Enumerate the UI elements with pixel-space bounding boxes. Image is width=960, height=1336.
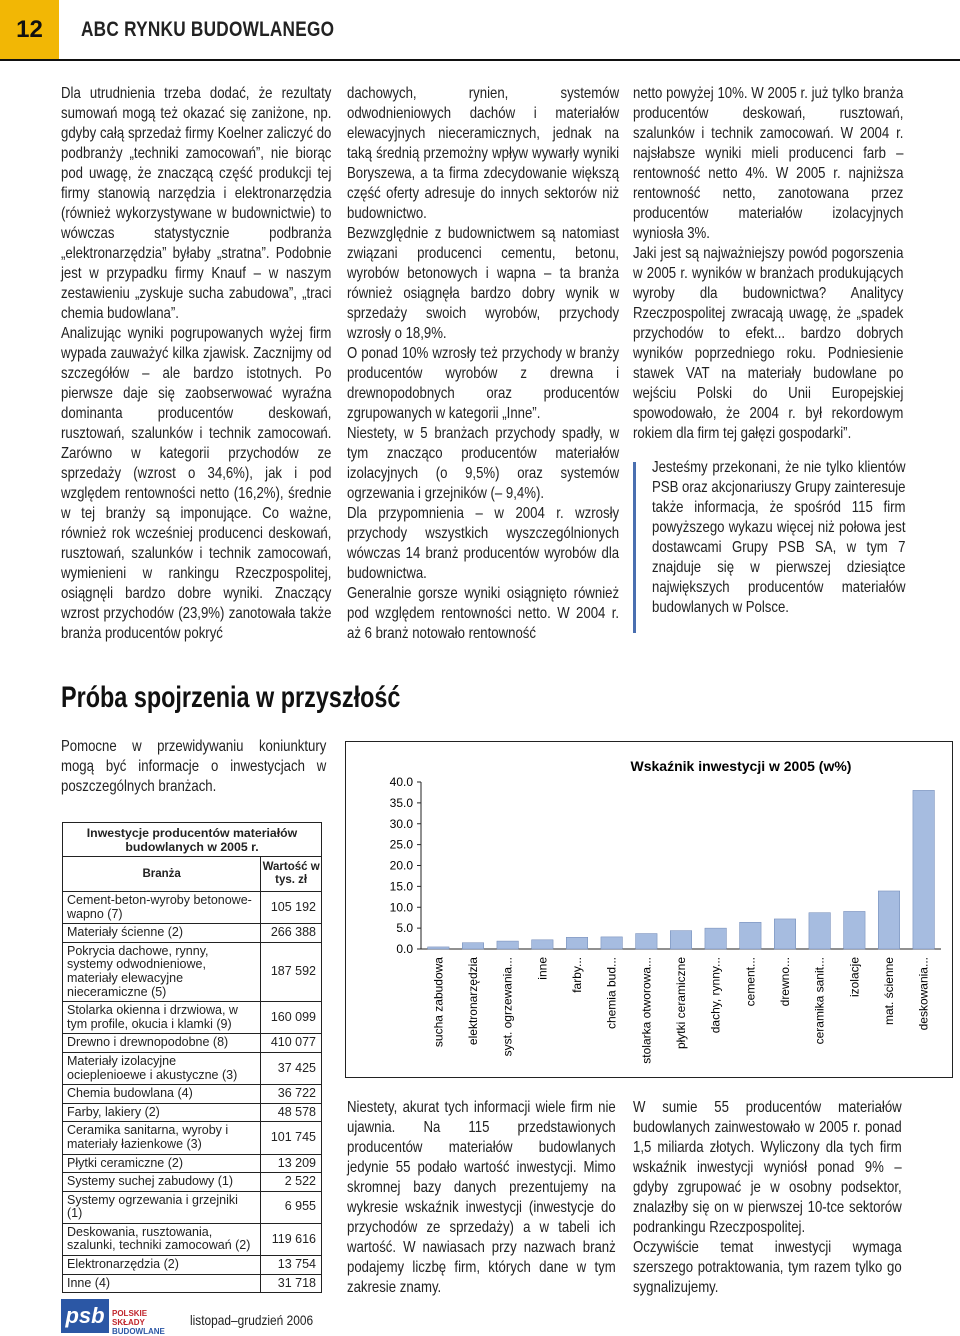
- table-row: [63, 1034, 321, 1053]
- row-value: 48 578: [277, 1104, 316, 1119]
- paragraph: Jaki jest są najważniejszy powód pogorszenia w 2005 r. wyników w branżach produkujących wyroby dla budownictwa? Analitycy Rzeczpospolitej zwracają uwagę, że „spadek przychodów to efekt... bardzo dobrych wyników poprzedniego roku. Podniesienie stawek VAT na materiały budowlane po wejściu Polski do Unii Europejskiej spowodowało, że 2004 r. był rekordowym rokiem dla firm tej gałęzi gospodarki”.: [633, 245, 904, 442]
- bar: [566, 937, 587, 949]
- paragraph: Dla przypomnienia – w 2004 r. wzrosły przychody wszystkich wyszczególnionych wówczas 14 branż producentów wyrobów dla budownictwa.: [347, 505, 620, 582]
- pull-quote: [652, 458, 906, 618]
- article-column-1: [61, 84, 331, 644]
- chart-title: Wskaźnik inwestycji w 2005 (w%): [630, 758, 852, 774]
- bar: [497, 941, 518, 949]
- table-row: [63, 1275, 321, 1293]
- intro-text: Pomocne w przewidywaniu koniunktury mogą być informacje o inwestycjach w poszczególnych branżach.: [61, 738, 327, 795]
- table-header-row: [63, 857, 321, 892]
- row-value: 13 754: [277, 1257, 316, 1272]
- y-tick-label: 25.0: [389, 837, 413, 852]
- row-value: 119 616: [271, 1231, 316, 1246]
- x-tick-label: elektronarzędzia: [466, 957, 480, 1046]
- row-branch: Chemia budowlana (4): [63, 1085, 261, 1103]
- table-row: [63, 1053, 321, 1085]
- bottom-column-2: [347, 1098, 616, 1298]
- bar: [809, 913, 830, 949]
- x-tick-label: izolacje: [847, 957, 862, 998]
- row-value: 105 192: [270, 899, 316, 914]
- section-intro: [61, 737, 326, 797]
- row-branch: Materiały izolacyjne ocieplenioewe i akustyczne (3): [63, 1053, 261, 1084]
- row-branch: Cement-beton-wyroby betonowe-wapno (7): [63, 892, 261, 923]
- bar: [532, 940, 553, 949]
- y-tick-label: 30.0: [389, 816, 413, 831]
- investment-table: [62, 822, 322, 1293]
- running-title: ABC RYNKU BUDOWLANEGO: [81, 18, 335, 41]
- issue-date: listopad–grudzień 2006: [190, 1312, 314, 1328]
- bar: [705, 928, 726, 949]
- row-value: 410 077: [270, 1035, 316, 1050]
- row-branch: Systemy suchej zabudowy (1): [63, 1173, 261, 1191]
- quote-bar: [633, 462, 636, 633]
- row-branch: Deskowania, rusztowania, szalunki, techniki zamocowań (2): [63, 1224, 261, 1255]
- x-tick-label: płytki ceramiczne: [674, 957, 688, 1050]
- bar: [878, 891, 899, 949]
- row-value: 13 209: [277, 1155, 316, 1170]
- x-tick-label: syst. ogrzewania...: [500, 957, 515, 1057]
- article-column-2: [347, 84, 619, 644]
- y-tick-label: 20.0: [389, 858, 413, 873]
- row-value: 36 722: [277, 1086, 316, 1101]
- paragraph: W sumie 55 producentów materiałów budowlanych zainwestowało w 2005 r. ponad 1,5 miliarda złotych. Wyliczony dla tych firm wskaźnik inwestycji wyniósł ponad 9% – gdyby zgrupować je w osobny podsektor, znalazłby się on w pierwszej 10-tce sektorów podrankingu Rzeczpospolitej.: [633, 1099, 902, 1236]
- row-value: 160 099: [270, 1009, 316, 1024]
- header-rule: [0, 59, 960, 61]
- bar: [913, 790, 934, 949]
- table-row: [63, 924, 321, 943]
- x-tick-label: stolarka otworowa...: [639, 957, 654, 1064]
- x-tick-label: sucha zabudowa: [431, 957, 446, 1048]
- row-value: 187 592: [270, 964, 316, 979]
- table-row: [63, 1104, 321, 1123]
- bar: [774, 919, 795, 949]
- table-title: Inwestycje producentów materiałów budowlanych w 2005 r.: [63, 823, 321, 857]
- bar: [428, 947, 449, 949]
- paragraph: netto powyżej 10%. W 2005 r. już tylko branża producentów deskowań, rusztowań, szalunków i technik zamocowań. W 2004 r. najsłabsze wyniki mieli producenci farb – rentowność netto 4%. W 2005 r. najniższa rentowność netto, zanotowana przez producentów materiałów izolacyjnych wyniosła 3%.: [633, 85, 904, 242]
- x-tick-label: chemia bud...: [604, 957, 619, 1030]
- y-tick-label: 35.0: [389, 795, 413, 810]
- bar: [670, 931, 691, 949]
- row-value: 6 955: [284, 1199, 316, 1214]
- bar: [601, 937, 622, 949]
- x-tick-label: inne: [535, 957, 550, 980]
- bottom-column-3: [633, 1098, 902, 1298]
- table-row: [63, 1155, 321, 1174]
- row-value: 266 388: [270, 925, 316, 940]
- logo-label-line1: POLSKIE SKŁADY: [112, 1309, 148, 1327]
- row-value: 101 745: [270, 1130, 316, 1145]
- row-value: 37 425: [277, 1060, 316, 1075]
- paragraph: O ponad 10% wzrosły też przychody w branży producentów wyrobów z drewna i drewnopodobnych oraz producentów zgrupowanych w kategorii „Inne”.: [347, 345, 620, 422]
- table-row: [63, 892, 321, 924]
- y-tick-label: 10.0: [389, 900, 413, 915]
- row-branch: Stolarka okienna i drzwiowa, w tym profile, okucia i klamki (9): [63, 1002, 261, 1033]
- column-header-value: Wartość w tys. zł: [262, 861, 320, 886]
- x-tick-label: dachy, rynny...: [708, 957, 723, 1034]
- logo-label-line2: BUDOWLANE: [112, 1327, 165, 1336]
- x-tick-label: cement...: [743, 957, 758, 1007]
- row-branch: Drewno i drewnopodobne (8): [63, 1034, 261, 1052]
- x-tick-label: deskowania...: [916, 957, 931, 1031]
- page-header: [0, 0, 960, 60]
- x-tick-label: mat. ścienne: [882, 957, 896, 1026]
- row-branch: Inne (4): [63, 1275, 261, 1293]
- table-row: [63, 1192, 321, 1224]
- bar: [844, 911, 865, 949]
- row-branch: Pokrycia dachowe, rynny, systemy odwodnieniowe, materiały elewacyjne nieceramiczne (5): [63, 943, 261, 1001]
- bar: [740, 922, 761, 949]
- row-branch: Materiały ścienne (2): [63, 924, 261, 942]
- psb-logo: psb: [61, 1299, 109, 1333]
- row-value: 31 718: [277, 1275, 316, 1290]
- paragraph: Bezwzględnie z budownictwem są natomiast związani producenci cementu, betonu, wyrobów betonowych i wapna – ta branża również osiągnęła bardzo dobry wynik w sprzedaży swoich wyrobów, przychody wzrosły o 18,9%.: [347, 225, 620, 342]
- y-tick-label: 40.0: [389, 775, 413, 789]
- y-tick-label: 5.0: [396, 921, 413, 936]
- y-tick-label: 0.0: [396, 942, 413, 956]
- column-header-branch: Branża: [63, 857, 261, 891]
- table-row: [63, 1085, 321, 1104]
- paragraph: Oczywiście temat inwestycji wymaga szerszego potraktowania, tym razem tylko go sygnalizujemy.: [633, 1239, 902, 1296]
- table-body: [63, 892, 321, 1292]
- paragraph: dachowych, rynien, systemów odwodnieniowych dachów i materiałów elewacyjnych nieceramicznych, jednak na taką średnią przemożny wpływ wywarły wyniki Boryszewa, a ta firma zdecydowanie większą część oferty adresuje do innych sektorów niż budownictwo.: [347, 85, 620, 222]
- table-row: [63, 1173, 321, 1192]
- psb-logo-label: [112, 1309, 164, 1336]
- x-tick-label: ceramika sanit...: [812, 957, 827, 1045]
- chart-svg: [346, 742, 952, 1077]
- table-row: [63, 1002, 321, 1034]
- quote-text: Jesteśmy przekonani, że nie tylko klientów PSB oraz akcjonariuszy Grupy zainteresuje także informacja, że spośród 115 firm powyższego wykazu więcej niż połowa jest dostawcami Grupy PSB SA, w tym 7 znajduje się w pierwszej dziesiątce największych producentów materiałów budowlanych w Polsce.: [652, 459, 906, 616]
- page-number: 12: [0, 0, 59, 60]
- x-tick-label: drewno...: [778, 957, 792, 1007]
- section-heading: Próba spojrzenia w przyszłość: [61, 681, 401, 714]
- row-branch: Elektronarzędzia (2): [63, 1256, 261, 1274]
- row-branch: Ceramika sanitarna, wyroby i materiały łazienkowe (3): [63, 1122, 261, 1153]
- table-row: [63, 1224, 321, 1256]
- paragraph: Niestety, w 5 branżach przychody spadły, w tym znacząco producentów materiałów izolacyjnych (o 9,5%) oraz systemów ogrzewania i grzejników (– 9,4%).: [347, 425, 620, 502]
- paragraph: Analizując wyniki pogrupowanych wyżej firm wypada zauważyć kilka zjawisk. Zacznijmy od szczegółów – ale bardzo istotnych. Po pierwsze daje się zaobserwować wyraźna dominanta producentów deskowań, rusztowań, szalunków i technik zamocowań. Zarówno w kategorii przychodów ze sprzedaży (wzrost o 34,6%), jak i pod względem rentowności netto (16,2%), średnie w tej branży są imponujące. Co ważne, również rok wcześniej producenci deskowań, rusztowań, szalunków i technik zamocowań, wymienieni w rankingu Rzeczpospolitej, osiągnęli bardzo dobre wyniki. Znaczący wzrost przychodów (23,9%) zanotowała także branża producentów pokryć: [61, 325, 332, 642]
- bar: [636, 934, 657, 949]
- x-tick-label: farby...: [570, 957, 584, 993]
- paragraph: Dla utrudnienia trzeba dodać, że rezultaty sumowań mogą też okazać się zaniżone, np. gdyby całą sprzedaż firmy Koelner zaliczyć do podbranży „techniki zamocowań”, nie biorąc pod uwagę, że znaczącą część produkcji tej firmy stanowią narzędzia i elektronarzędzia (również wykorzystywane w budownictwie) to wówczas statystycznie podbranża „elektronarzędzia” byłaby „stratna”. Podobnie jest w przypadku firmy Knauf – w naszym zestawieniu „zyskuje sucha zabudowa”, „traci chemia budowlana”.: [61, 85, 332, 322]
- y-tick-label: 15.0: [389, 879, 413, 894]
- table-row: [63, 1122, 321, 1154]
- row-branch: Płytki ceramiczne (2): [63, 1155, 261, 1173]
- paragraph: Generalnie gorsze wyniki osiągnięto również pod względem rentowności netto. W 2004 r. aż 6 branż notowało rentowność: [347, 585, 620, 642]
- table-row: [63, 1256, 321, 1275]
- investment-chart: [345, 741, 953, 1078]
- row-value: 2 522: [284, 1174, 316, 1189]
- article-column-3: [633, 84, 903, 444]
- table-row: [63, 943, 321, 1002]
- row-branch: Systemy ogrzewania i grzejniki (1): [63, 1192, 261, 1223]
- row-branch: Farby, lakiery (2): [63, 1104, 261, 1122]
- paragraph: Niestety, akurat tych informacji wiele firm nie ujawnia. Na 115 przedstawionych producentów materiałów budowlanych jedynie 55 podało wartość inwestycji. Mimo skromnej bazy danych prezentujemy na wykresie wskaźnik inwestycji (inwestycje do przychodów ze sprzedaży) a w tabeli ich wartość. W nawiasach przy nazwach branż podajemy liczbę firm, których dane w tym zakresie znamy.: [347, 1099, 616, 1296]
- bar: [462, 943, 483, 949]
